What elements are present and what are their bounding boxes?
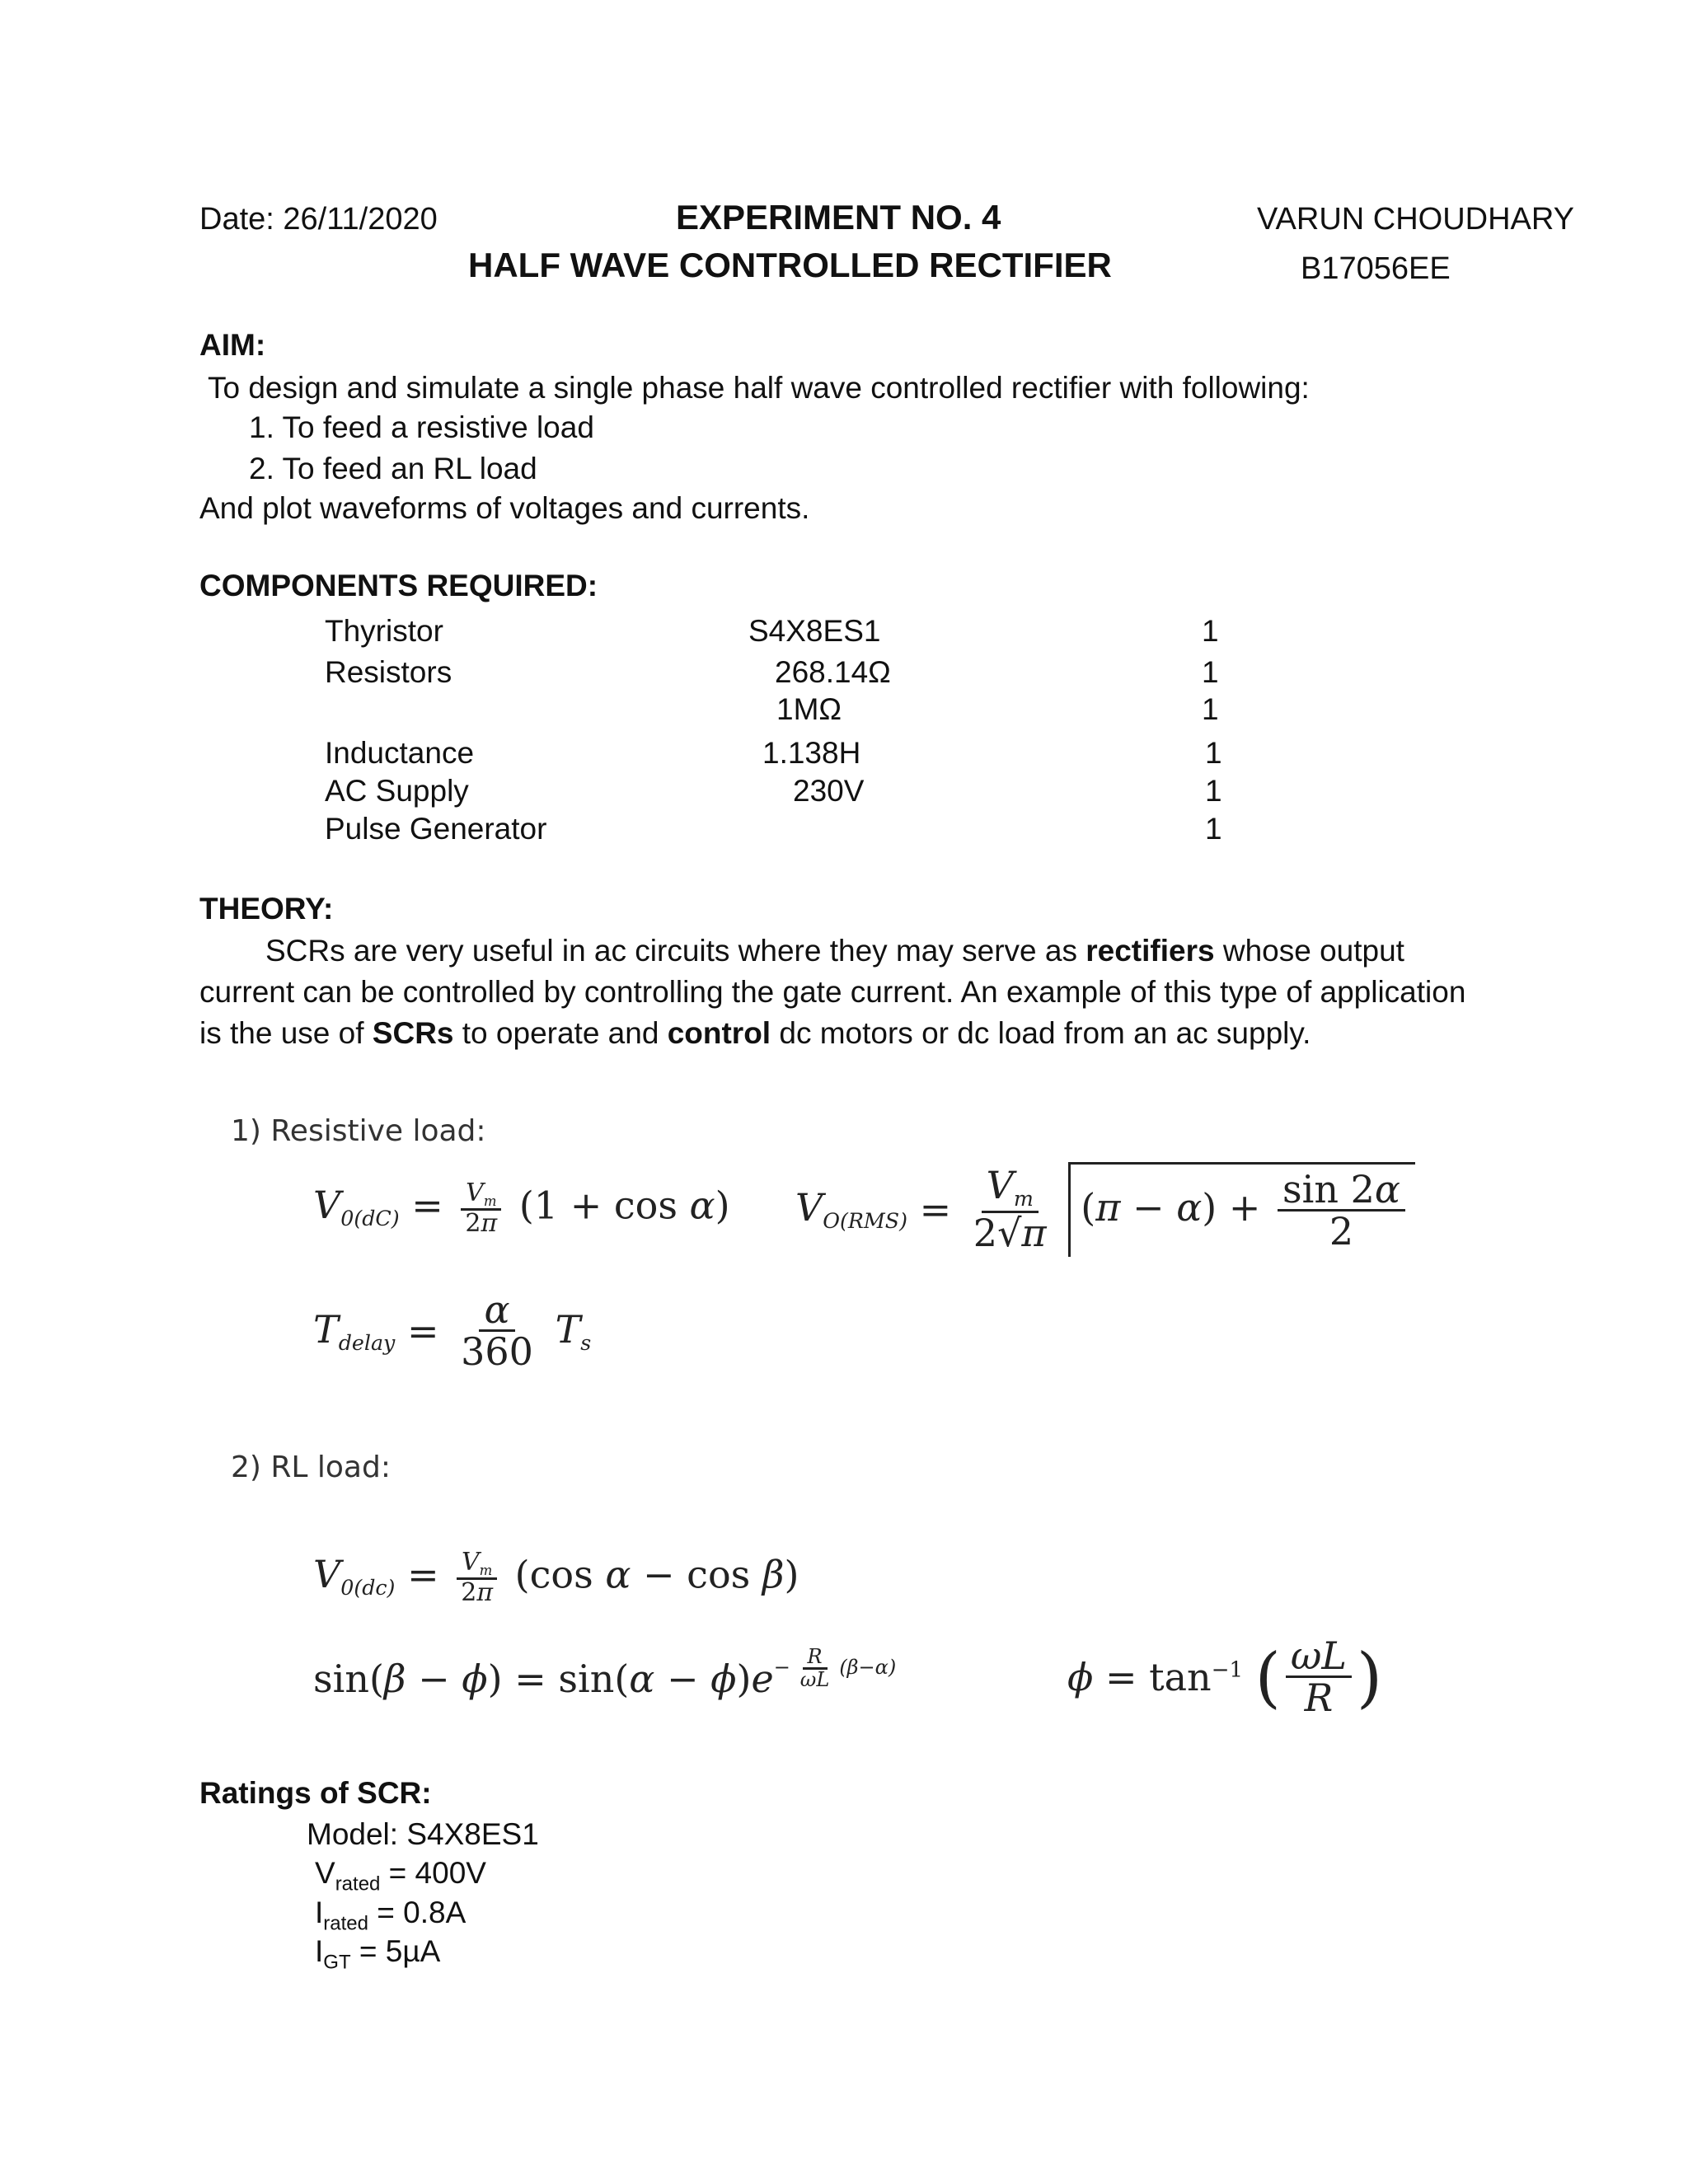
aim-item-1: 1. To feed a resistive load xyxy=(249,410,594,444)
component-qty: 1 xyxy=(1202,692,1219,726)
aim-item-2: 2. To feed an RL load xyxy=(249,452,537,485)
component-spec: 230V xyxy=(793,774,865,808)
components-heading: COMPONENTS REQUIRED: xyxy=(199,569,598,602)
component-name: Resistors xyxy=(325,655,452,689)
component-qty: 1 xyxy=(1205,774,1222,808)
component-qty: 1 xyxy=(1205,812,1222,846)
experiment-title: EXPERIMENT NO. 4 xyxy=(676,198,1001,237)
component-qty: 1 xyxy=(1205,736,1222,770)
rating-gate-current: $I_{GT} = 5\mu A$ xyxy=(315,1934,441,1974)
theory-line-3: is the use of SCRs to operate and control dc motors or dc load from an ac supply. xyxy=(199,1016,1311,1050)
component-qty: 1 xyxy=(1202,614,1219,648)
aim-heading: AIM: xyxy=(199,328,266,362)
rating-model: Model: S4X8ES1 xyxy=(307,1817,539,1851)
formula-vdc-resistive: $V_{0(dC)}$ = $\frac{V_m}{2\pi}$ (1 + cos α) xyxy=(313,1179,730,1239)
formula-extinction: $\sin(\beta - \phi) = \sin(\alpha - \phi)e^{- \frac{R}{\omega L} (\beta-\alpha)}$ xyxy=(313,1645,897,1702)
rating-current: $I_{rated} = 0.8A$ xyxy=(315,1896,467,1935)
formula-vrms-resistive: $V_{O(RMS)}$ = $\frac{V_m}{2√\pi}$ (π − α) + $\frac{\sin 2\alpha}{2}$ xyxy=(795,1162,1415,1257)
aim-intro: To design and simulate a single phase half wave controlled rectifier with following: xyxy=(208,371,1310,405)
rl-load-label: 2) RL load: xyxy=(231,1451,391,1484)
component-spec: S4X8ES1 xyxy=(748,614,881,648)
roll-number: B17056EE xyxy=(1301,251,1451,286)
component-spec: 268.14Ω xyxy=(775,655,891,689)
component-qty: 1 xyxy=(1202,655,1219,689)
aim-outro: And plot waveforms of voltages and currents. xyxy=(199,491,810,525)
experiment-subtitle: HALF WAVE CONTROLLED RECTIFIER xyxy=(468,246,1112,284)
component-name: AC Supply xyxy=(325,774,469,808)
rating-voltage: $V_{rated} = 400V$ xyxy=(315,1856,486,1896)
component-name: Inductance xyxy=(325,736,475,770)
component-spec: 1MΩ xyxy=(776,692,842,726)
formula-phi: $\phi = \tan^{-1}$ ( $\frac{\omega L}{R}$ ) xyxy=(1067,1633,1383,1721)
component-spec: 1.138H xyxy=(762,736,861,770)
date-label: Date: 26/11/2020 xyxy=(199,202,438,237)
resistive-load-label: 1) Resistive load: xyxy=(231,1114,486,1148)
ratings-heading: Ratings of SCR: xyxy=(199,1776,432,1810)
theory-line-2: current can be controlled by controlling the gate current. An example of this type of application xyxy=(199,975,1466,1009)
component-name: Thyristor xyxy=(325,614,443,648)
formula-tdelay: $T_{delay}$ = $\frac{\alpha}{360}$ $T_s$ xyxy=(313,1287,592,1375)
theory-heading: THEORY: xyxy=(199,892,334,926)
theory-line-1: SCRs are very useful in ac circuits where they may serve as rectifiers whose output xyxy=(265,934,1404,968)
formula-vdc-rl: $V_{0(dc)}$ = $\frac{V_m}{2\pi}$ (cos α − cos β) xyxy=(313,1548,799,1608)
component-name: Pulse Generator xyxy=(325,812,547,846)
author-name: VARUN CHOUDHARY xyxy=(1257,202,1574,237)
